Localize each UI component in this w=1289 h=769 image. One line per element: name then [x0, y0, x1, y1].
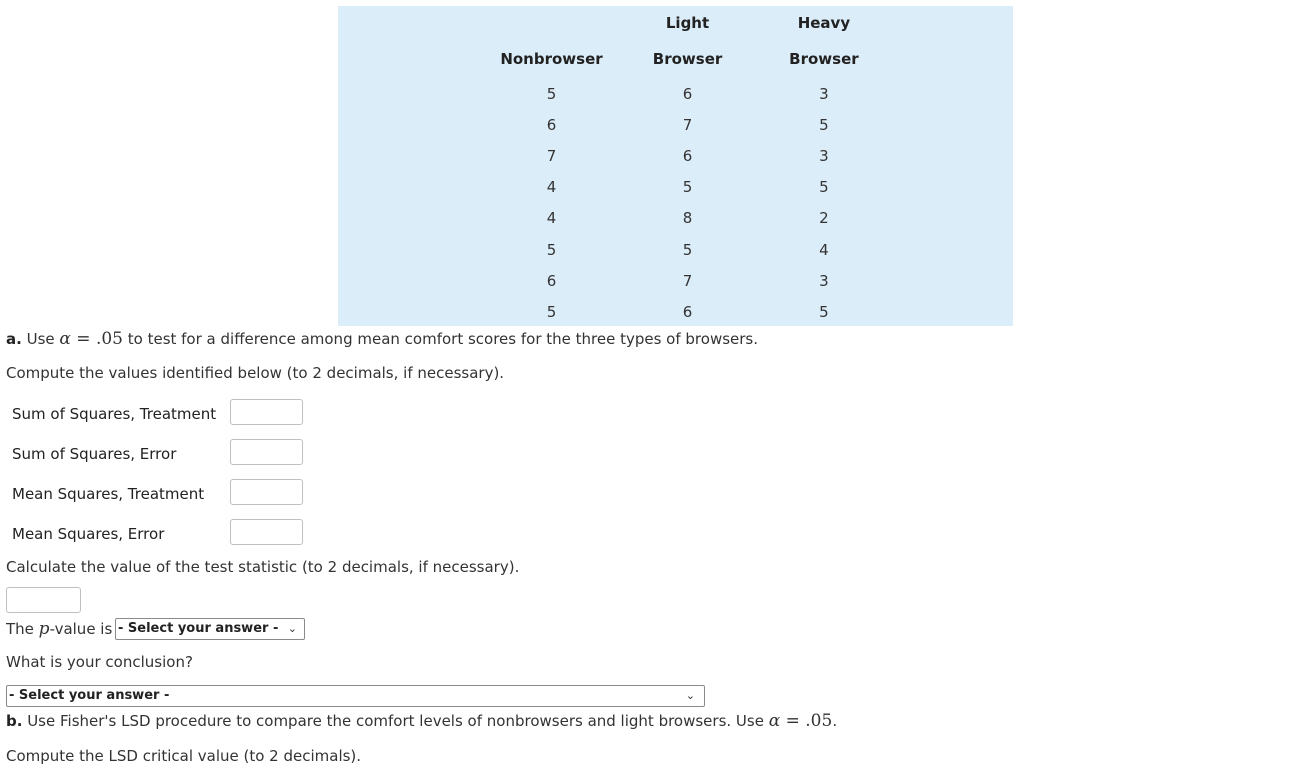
chevron-down-icon: ⌄	[287, 622, 297, 635]
table-cell: 3	[819, 84, 829, 103]
table-spacer-cell	[338, 234, 484, 265]
table-row	[338, 172, 1013, 203]
table-spacer-cell	[892, 140, 1013, 171]
alpha-symbol: α	[768, 711, 781, 731]
column-header: Nonbrowser	[500, 50, 603, 68]
ms-treatment-label: Mean Squares, Treatment	[12, 485, 205, 503]
table-cell: 4	[546, 209, 557, 228]
table-spacer-cell	[892, 203, 1013, 234]
table-row	[338, 265, 1013, 296]
table-spacer-cell	[338, 6, 484, 40]
table-cell: 6	[546, 271, 557, 290]
column-header: Light	[665, 14, 710, 32]
table-cell: 5	[546, 84, 557, 103]
table-cell: 5	[819, 178, 829, 197]
table-cell: 6	[682, 302, 693, 321]
table-cell: 5	[546, 240, 557, 259]
table-spacer-cell	[338, 203, 484, 234]
comfort-scores-table	[338, 6, 1013, 328]
part-a-question	[6, 329, 758, 349]
ms-error-input[interactable]	[230, 519, 303, 545]
chevron-down-icon: ⌄	[685, 689, 695, 702]
table-cell: 3	[819, 146, 829, 165]
table-row	[338, 78, 1013, 109]
table-spacer-cell	[338, 78, 484, 109]
lsd-instruction: Compute the LSD critical value (to 2 decimals).	[6, 747, 362, 765]
pvalue-suffix: -value is	[49, 620, 113, 638]
ss-error-input[interactable]	[230, 439, 303, 465]
table-cell: 2	[819, 209, 829, 228]
table-spacer-cell	[338, 140, 484, 171]
column-header: Browser	[789, 50, 859, 68]
table-cell: 6	[682, 146, 693, 165]
table-spacer-cell	[892, 172, 1013, 203]
part-b-text: Use Fisher's LSD procedure to compare the comfort levels of nonbrowsers and light browsers. Use	[22, 712, 769, 730]
ms-treatment-input[interactable]	[230, 479, 303, 505]
table-spacer-cell	[892, 6, 1013, 40]
alpha-symbol: α	[59, 329, 71, 349]
part-b-period: .	[832, 712, 838, 730]
table-spacer-cell	[892, 109, 1013, 140]
table-spacer-cell	[892, 265, 1013, 296]
p-symbol: p	[38, 619, 50, 639]
table-spacer-cell	[338, 265, 484, 296]
test-statistic-input[interactable]	[6, 587, 81, 613]
ms-error-label: Mean Squares, Error	[12, 525, 165, 543]
pvalue-prefix: The	[6, 620, 39, 638]
table-header-row	[338, 40, 1013, 78]
table-spacer-cell	[338, 109, 484, 140]
table-cell: 5	[819, 302, 829, 321]
pvalue-label	[6, 619, 112, 639]
table-spacer-cell	[892, 234, 1013, 265]
table-row	[338, 203, 1013, 234]
table-spacer-cell	[892, 78, 1013, 109]
table-cell: 4	[819, 240, 829, 259]
table-cell: 8	[682, 209, 693, 228]
ss-treatment-input[interactable]	[230, 399, 303, 425]
conclusion-select-value: - Select your answer -	[9, 688, 170, 703]
column-header: Heavy	[797, 14, 851, 32]
alpha-value: .05	[95, 329, 123, 349]
table-cell: 5	[682, 178, 693, 197]
table-cell: 7	[682, 271, 693, 290]
pvalue-select-value: - Select your answer -	[118, 621, 279, 636]
table-cell: 7	[682, 115, 693, 134]
table-header-row	[338, 6, 1013, 40]
table-spacer-cell	[892, 296, 1013, 327]
part-a-text-after: to test for a difference among mean comfort scores for the three types of browsers.	[122, 330, 759, 348]
part-a-label: a.	[6, 330, 22, 348]
table-cell: 6	[546, 115, 557, 134]
table-cell: 7	[546, 146, 557, 165]
table-row	[338, 234, 1013, 265]
pvalue-select[interactable]	[115, 618, 305, 640]
part-b-label: b.	[6, 712, 23, 730]
conclusion-question: What is your conclusion?	[6, 653, 193, 671]
table-spacer-cell	[892, 40, 1013, 78]
table-row	[338, 296, 1013, 327]
alpha-value: .05	[805, 711, 833, 731]
table-cell: 3	[819, 271, 829, 290]
table-cell: 4	[546, 178, 557, 197]
table-cell: 5	[546, 302, 557, 321]
table-row	[338, 140, 1013, 171]
conclusion-select[interactable]	[6, 685, 705, 707]
part-b-question	[6, 711, 837, 731]
table-cell: 5	[819, 115, 829, 134]
column-header: Browser	[652, 50, 723, 68]
table-spacer-cell	[338, 172, 484, 203]
data-table-panel	[338, 6, 1013, 326]
compute-instruction: Compute the values identified below (to 2 decimals, if necessary).	[6, 364, 505, 382]
equals-sign: =	[780, 711, 806, 731]
test-statistic-instruction: Calculate the value of the test statistic (to 2 decimals, if necessary).	[6, 558, 520, 576]
equals-sign: =	[70, 329, 96, 349]
table-spacer-cell	[338, 40, 484, 78]
column-header	[484, 6, 620, 40]
table-spacer-cell	[338, 296, 484, 327]
table-row	[338, 109, 1013, 140]
part-a-text-before: Use	[21, 330, 60, 348]
table-cell: 5	[682, 240, 693, 259]
table-cell: 6	[682, 84, 693, 103]
ss-treatment-label: Sum of Squares, Treatment	[12, 405, 217, 423]
ss-error-label: Sum of Squares, Error	[12, 445, 177, 463]
